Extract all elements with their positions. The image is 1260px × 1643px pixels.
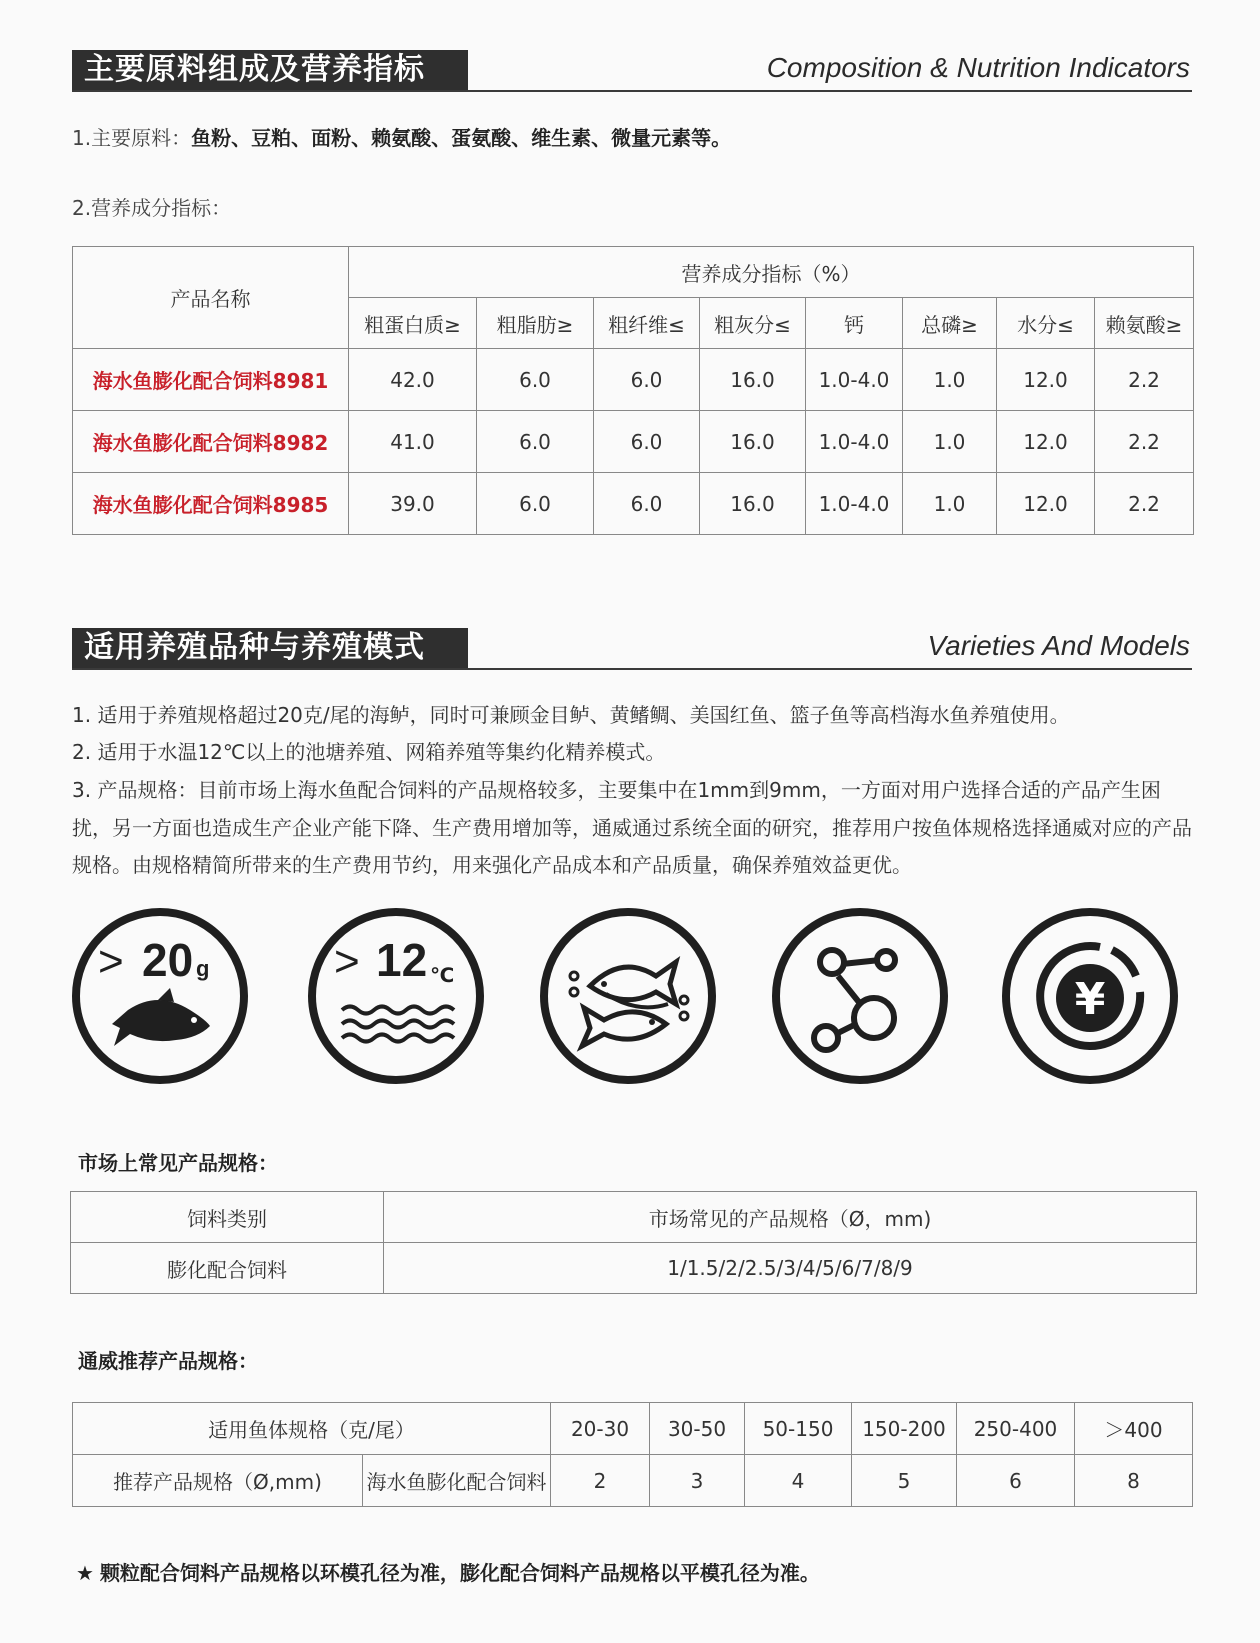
nutrition-label: 2.营养成分指标： <box>72 196 232 220</box>
table-cell: 2.2 <box>1095 411 1194 473</box>
column-header: 水分≤ <box>997 298 1095 349</box>
svg-text:¥: ¥ <box>1074 974 1106 1025</box>
table-cell: 6.0 <box>477 349 594 411</box>
network-nodes-icon <box>770 906 950 1086</box>
table-row <box>73 411 1194 473</box>
table-cell: 6.0 <box>477 411 594 473</box>
product-type-cell: 海水鱼膨化配合饲料 <box>363 1455 551 1507</box>
table-row <box>73 473 1194 535</box>
table-cell: 2.2 <box>1095 473 1194 535</box>
water-temperature-icon <box>306 906 486 1086</box>
table-cell: 6.0 <box>594 473 700 535</box>
product-name: 海水鱼膨化配合饲料8985 <box>73 473 349 535</box>
footnote <box>76 1557 820 1586</box>
raw-materials-text: 鱼粉、豆粕、面粉、赖氨酸、蛋氨酸、维生素、微量元素等。 <box>191 126 732 150</box>
table-cell: 16.0 <box>700 473 806 535</box>
svg-text:g: g <box>196 956 210 981</box>
section-title-en: Composition & Nutrition Indicators <box>766 52 1190 83</box>
yuan-cost-icon <box>1000 906 1180 1086</box>
table-cell: 39.0 <box>349 473 477 535</box>
raw-materials-label: 1.主要原料： <box>72 126 192 150</box>
column-header: 粗纤维≤ <box>594 298 700 349</box>
table-cell: 1.0 <box>903 411 997 473</box>
table-cell: 12.0 <box>997 473 1095 535</box>
table-cell: 42.0 <box>349 349 477 411</box>
fish-size-cell: ＞400 <box>1075 1403 1193 1455</box>
fish-size-cell: 20-30 <box>551 1403 650 1455</box>
spec-cell: 6 <box>957 1455 1075 1507</box>
table-cell: 1.0-4.0 <box>806 349 903 411</box>
nutrition-group-header: 营养成分指标（%） <box>349 247 1194 298</box>
spec-cell: 4 <box>745 1455 852 1507</box>
table-row <box>71 1243 1197 1294</box>
table-cell: 41.0 <box>349 411 477 473</box>
spec-cell: 8 <box>1075 1455 1193 1507</box>
column-header: 钙 <box>806 298 903 349</box>
svg-text:12: 12 <box>376 934 428 986</box>
market-spec-table <box>70 1191 1197 1294</box>
column-header: 总磷≥ <box>903 298 997 349</box>
table-cell: 6.0 <box>594 411 700 473</box>
column-header: 饲料类别 <box>71 1192 384 1243</box>
table-cell: 1.0 <box>903 473 997 535</box>
fish-size-header: 适用鱼体规格（克/尾） <box>73 1403 551 1455</box>
section-title-en: Varieties And Models <box>927 630 1190 661</box>
product-name: 海水鱼膨化配合饲料8981 <box>73 349 349 411</box>
svg-text:>: > <box>334 937 360 986</box>
raw-materials-line <box>72 122 731 151</box>
fish-size-cell: 250-400 <box>957 1403 1075 1455</box>
product-name-header: 产品名称 <box>73 247 349 349</box>
column-header: 粗蛋白质≥ <box>349 298 477 349</box>
table-cell: 16.0 <box>700 411 806 473</box>
market-spec-label: 市场上常见产品规格： <box>78 1151 278 1175</box>
multiple-fish-icon <box>538 906 718 1086</box>
fish-size-cell: 150-200 <box>852 1403 957 1455</box>
footnote-text: 颗粒配合饲料产品规格以环模孔径为准，膨化配合饲料产品规格以平模孔径为准。 <box>99 1561 820 1585</box>
column-header: 粗脂肪≥ <box>477 298 594 349</box>
fish-size-cell: 50-150 <box>745 1403 852 1455</box>
svg-text:20: 20 <box>142 934 194 986</box>
fish-size-cell: 30-50 <box>650 1403 745 1455</box>
table-cell: 1.0 <box>903 349 997 411</box>
product-name: 海水鱼膨化配合饲料8982 <box>73 411 349 473</box>
usage-paragraph: 1. 适用于养殖规格超过20克/尾的海鲈，同时可兼顾金目鲈、黄鳍鲷、美国红鱼、篮子鱼等高档海水鱼养殖使用。 <box>72 703 1070 727</box>
svg-text:>: > <box>98 937 124 986</box>
usage-paragraph: 2. 适用于水温12℃以上的池塘养殖、网箱养殖等集约化精养模式。 <box>72 740 666 764</box>
column-header: 市场常见的产品规格（Ø，mm) <box>384 1192 1197 1243</box>
table-cell: 膨化配合饲料 <box>71 1243 384 1294</box>
table-cell: 12.0 <box>997 349 1095 411</box>
table-cell: 12.0 <box>997 411 1095 473</box>
table-cell: 1.0-4.0 <box>806 411 903 473</box>
table-cell: 1.0-4.0 <box>806 473 903 535</box>
nutrition-table <box>72 246 1194 535</box>
spec-cell: 5 <box>852 1455 957 1507</box>
table-cell: 16.0 <box>700 349 806 411</box>
table-cell: 2.2 <box>1095 349 1194 411</box>
table-cell: 6.0 <box>477 473 594 535</box>
section-header-composition <box>72 50 1192 92</box>
table-row <box>73 349 1194 411</box>
column-header: 粗灰分≤ <box>700 298 806 349</box>
spec-cell: 2 <box>551 1455 650 1507</box>
section-title: 适用养殖品种与养殖模式 <box>72 628 468 668</box>
table-cell: 6.0 <box>594 349 700 411</box>
section-header-varieties <box>72 628 1192 670</box>
table-row <box>73 1455 1193 1507</box>
section-title: 主要原料组成及营养指标 <box>72 50 468 90</box>
spec-cell: 3 <box>650 1455 745 1507</box>
column-header: 赖氨酸≥ <box>1095 298 1194 349</box>
star-icon: ★ <box>76 1561 94 1585</box>
svg-text:℃: ℃ <box>430 963 455 987</box>
recommended-spec-table <box>72 1402 1193 1507</box>
recommended-spec-header: 推荐产品规格（Ø,mm) <box>73 1455 363 1507</box>
recommended-spec-label: 通威推荐产品规格： <box>78 1349 258 1373</box>
usage-paragraph: 3. 产品规格：目前市场上海水鱼配合饲料的产品规格较多，主要集中在1mm到9mm，一方面对用户选择合适的产品产生困扰，另一方面也造成生产企业产能下降、生产费用增加等，通威通过系统全面的研究，推荐用户按鱼体规格选择通威对应的产品规格。由规格精简所带来的生产费用节约，用来强化产品成本和产品质量，确保养殖效益更优。 <box>72 778 1192 877</box>
fish-weight-icon <box>70 906 250 1086</box>
table-cell: 1/1.5/2/2.5/3/4/5/6/7/8/9 <box>384 1243 1197 1294</box>
